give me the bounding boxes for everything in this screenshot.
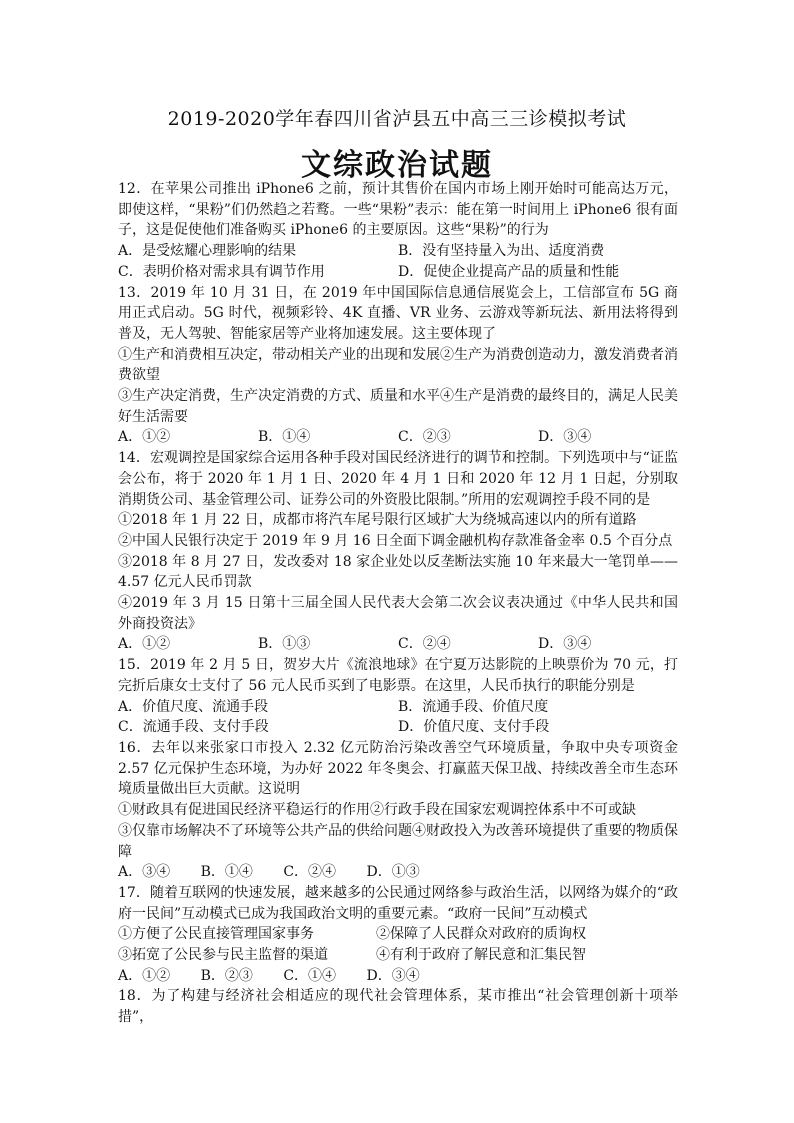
statement: ②中国人民银行决定于 2019 年 9 月 16 日全面下调金融机构存款准备金率 0.5 个百分点 xyxy=(118,532,673,549)
question-18 xyxy=(118,986,678,1027)
statement-row xyxy=(118,924,678,945)
question-stem: 13．2019 年 10 月 31 日，在 2019 年中国国际信息通信展览会上，工信部宣布 5G 商用正式启动。5G 时代，视频彩铃、4K 直播、VR 业务、云游戏等新玩法、新用法将得到普及，无人驾驶、智能家居等产业将加速发展。这主要体现了 xyxy=(118,284,678,342)
option-row xyxy=(118,241,678,262)
statement: ④2019 年 3 月 15 日第十三届全国人民代表大会第二次会议表决通过《中华人民共和国外商投资法》 xyxy=(118,595,678,632)
exam-subtitle: 文综政治试题 xyxy=(301,148,493,183)
option-d: D．③④ xyxy=(538,429,592,446)
option-row xyxy=(118,427,678,448)
option-a: A．①② xyxy=(118,967,171,984)
question-list xyxy=(118,179,678,1028)
option-a: A．是受炫耀心理影响的结果 xyxy=(118,243,297,260)
option-d: D．促使企业提高产品的质量和性能 xyxy=(398,263,620,280)
option-d: D．①③ xyxy=(366,864,420,881)
option-c: C．②④ xyxy=(283,864,337,881)
statement: ①财政具有促进国民经济平稳运行的作用②行政手段在国家宏观调控体系中不可或缺 xyxy=(118,802,636,819)
option-row xyxy=(118,717,678,738)
statement: ③拓宽了公民参与民主监督的渠道 xyxy=(118,947,328,964)
option-b: B．①③ xyxy=(258,636,311,653)
option-row xyxy=(118,697,678,718)
statement: ①方便了公民直接管理国家事务 xyxy=(118,926,314,943)
option-b: B．②③ xyxy=(200,967,253,984)
option-row xyxy=(118,862,678,883)
option-a: A．价值尺度、流通手段 xyxy=(118,698,269,715)
option-a: A．③④ xyxy=(118,864,171,881)
statement: ④有利于政府了解民意和汇集民智 xyxy=(376,947,586,964)
option-d: D．价值尺度、支付手段 xyxy=(398,719,550,736)
statement-row xyxy=(118,945,678,966)
option-b: B．①④ xyxy=(200,864,253,881)
question-17 xyxy=(118,883,678,987)
question-stem: 15．2019 年 2 月 5 日，贺岁大片《流浪地球》在宁夏万达影院的上映票价为 70 元，打完折后康女士支付了 56 元人民币买到了电影票。在这里，人民币执行的职能分别是 xyxy=(118,657,678,694)
question-15 xyxy=(118,655,678,738)
option-row xyxy=(118,262,678,283)
option-d: D．③④ xyxy=(366,967,420,984)
statement: ③生产决定消费，生产决定消费的方式、质量和水平④生产是消费的最终目的，满足人民美好生活需要 xyxy=(118,388,678,425)
question-14 xyxy=(118,448,678,655)
question-16 xyxy=(118,738,678,883)
question-13 xyxy=(118,283,678,449)
option-row xyxy=(118,966,678,987)
option-c: C．②④ xyxy=(398,636,451,653)
option-d: D．③④ xyxy=(538,636,592,653)
question-stem: 14．宏观调控是国家综合运用各种手段对国民经济进行的调节和控制。下列选项中与“证监会公布，将于 2020 年 1 月 1 日、2020 年 4 月 1 日和 2020 年 12 月 1 日起，分别取消期货公司、基金管理公司、证券公司的外资股比限制。”所用的宏观调控手段不同的是 xyxy=(118,450,678,508)
question-stem: 18．为了构建与经济社会相适应的现代社会管理体系，某市推出“社会管理创新十项举措”， xyxy=(118,988,678,1026)
option-c: C．①④ xyxy=(283,967,337,984)
option-c: C．流通手段、支付手段 xyxy=(118,719,269,736)
option-b: B．流通手段、价值尺度 xyxy=(398,698,549,715)
statement: ③2018 年 8 月 27 日，发改委对 18 家企业处以反垄断法实施 10 年来最大一笔罚单——4.57 亿元人民币罚款 xyxy=(118,553,678,591)
question-stem: 12．在苹果公司推出 iPhone6 之前，预计其售价在国内市场上刚开始时可能高达万元，即使这样，“果粉”们仍然趋之若鹜。一些“果粉”表示：能在第一时间用上 iPhone6 很有面子，这是促使他们准备购买 iPhone6 的主要原因。这些“果粉”的行为 xyxy=(118,181,678,239)
option-b: B．①④ xyxy=(258,429,311,446)
option-a: A．①② xyxy=(118,636,171,653)
statement: ①生产和消费相互决定，带动相关产业的出现和发展②生产为消费创造动力，激发消费者消费欲望 xyxy=(118,346,678,384)
question-stem: 16．去年以来张家口市投入 2.32 亿元防治污染改善空气环境质量，争取中央专项资金 2.57 亿元保护生态环境，为办好 2022 年冬奥会、打赢蓝天保卫战、持续改善全市生态环境质量做出巨大贡献。这说明 xyxy=(118,739,678,798)
exam-title: 2019-2020学年春四川省泸县五中高三三诊模拟考试 xyxy=(167,108,627,130)
option-c: C．表明价格对需求具有调节作用 xyxy=(118,263,325,280)
question-12 xyxy=(118,179,678,283)
option-row xyxy=(118,634,678,655)
statement: ③仅靠市场解决不了环境等公共产品的供给问题④财政投入为改善环境提供了重要的物质保障 xyxy=(118,822,678,860)
option-c: C．②③ xyxy=(398,429,451,446)
option-a: A．①② xyxy=(118,429,171,446)
statement: ②保障了人民群众对政府的质询权 xyxy=(376,926,586,943)
statement: ①2018 年 1 月 22 日，成都市将汽车尾号限行区域扩大为绕城高速以内的所有道路 xyxy=(118,512,637,529)
question-stem: 17．随着互联网的快速发展，越来越多的公民通过网络参与政治生活，以网络为媒介的“政府一民间”互动模式已成为我国政治文明的重要元素。“政府一民间”互动模式 xyxy=(118,884,678,922)
option-b: B．没有坚持量入为出、适度消费 xyxy=(398,243,605,260)
